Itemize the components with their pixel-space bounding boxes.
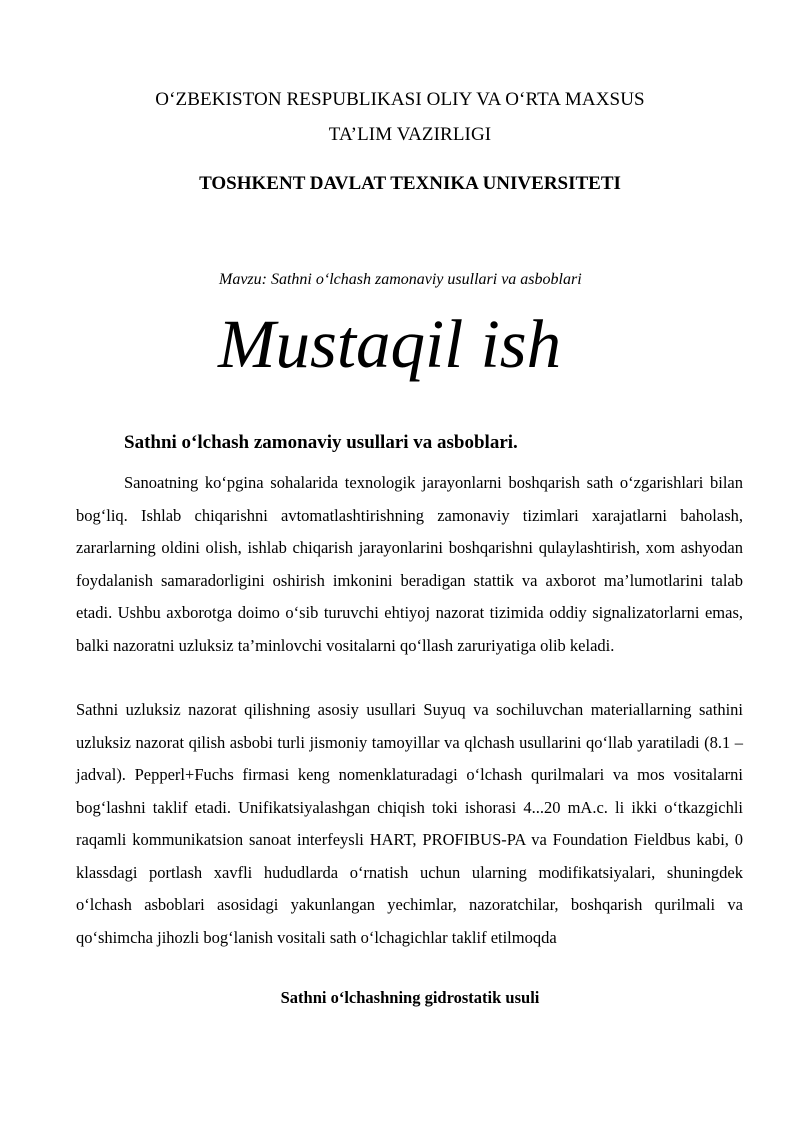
work-type-title: Mustaqil ish — [218, 306, 562, 382]
ministry-name-line-1: O‘ZBEKISTON RESPUBLIKASI OLIY VA O‘RTA MAXSUS — [155, 89, 645, 110]
university-name: TOSHKENT DAVLAT TEXNIKA UNIVERSITETI — [199, 173, 621, 194]
sub-heading: Sathni o‘lchashning gidrostatik usuli — [280, 988, 540, 1007]
ministry-name-line-2: TA’LIM VAZIRLIGI — [328, 124, 492, 145]
body-paragraph-1: Sanoatning ko‘pgina sohalarida texnologik jarayonlarni boshqarish sath o‘zgarishlari bilan bog‘liq. Ishlab chiqarishni avtomatlashtirishning zamonaviy tizimlari xarajatlarni baholash, zararlarning oldini olish, ishlab chiqarish jarayonlarini boshqarishni qulaylashtirish, xom ashyodan foydalanish samaradorligini oshirish imkonini beradigan stattik va axborot ma’lumotlarini talab etadi. Ushbu axborotga doimo o‘sib turuvchi ehtiyoj nazorat tizimida oddiy signalizatorlarni emas, balki nazoratni uzluksiz ta’minlovchi vositalarni qo‘llash zaruriyatiga olib keladi. — [76, 473, 743, 655]
topic-line: Mavzu: Sathni o‘lchash zamonaviy usullari va asboblari — [219, 271, 582, 288]
body-paragraph-2: Sathni uzluksiz nazorat qilishning asosiy usullari Suyuq va sochiluvchan materiallarning sathini uzluksiz nazorat qilish asbobi turli jismoniy tamoyillar va qlchash usullarini qo‘llab yaratiladi (8.1 – jadval). Pepperl+Fuchs firmasi keng nomenklaturadagi o‘lchash qurilmalari va mos vositalarni bog‘lashni taklif etadi. Unifikatsiyalashgan chiqish toki ishorasi 4...20 mA.c. li ikki o‘tkazgichli raqamli kommunikatsion sanoat interfeysli HART, PROFIBUS-PA va Foundation Fieldbus kabi, 0 klassdagi portlash xavfli hududlarda o‘rnatish uchun ularning modifikatsiyalari, shuningdek o‘lchash asboblari asosidagi yakunlangan yechimlar, nazoratchilar, boshqarish qurilmali va qo‘shimcha jihozli bog‘lanish vositali sath o‘lchagichlar taklif etilmoqda — [76, 700, 743, 947]
section-heading: Sathni o‘lchash zamonaviy usullari va asboblari. — [124, 432, 518, 453]
